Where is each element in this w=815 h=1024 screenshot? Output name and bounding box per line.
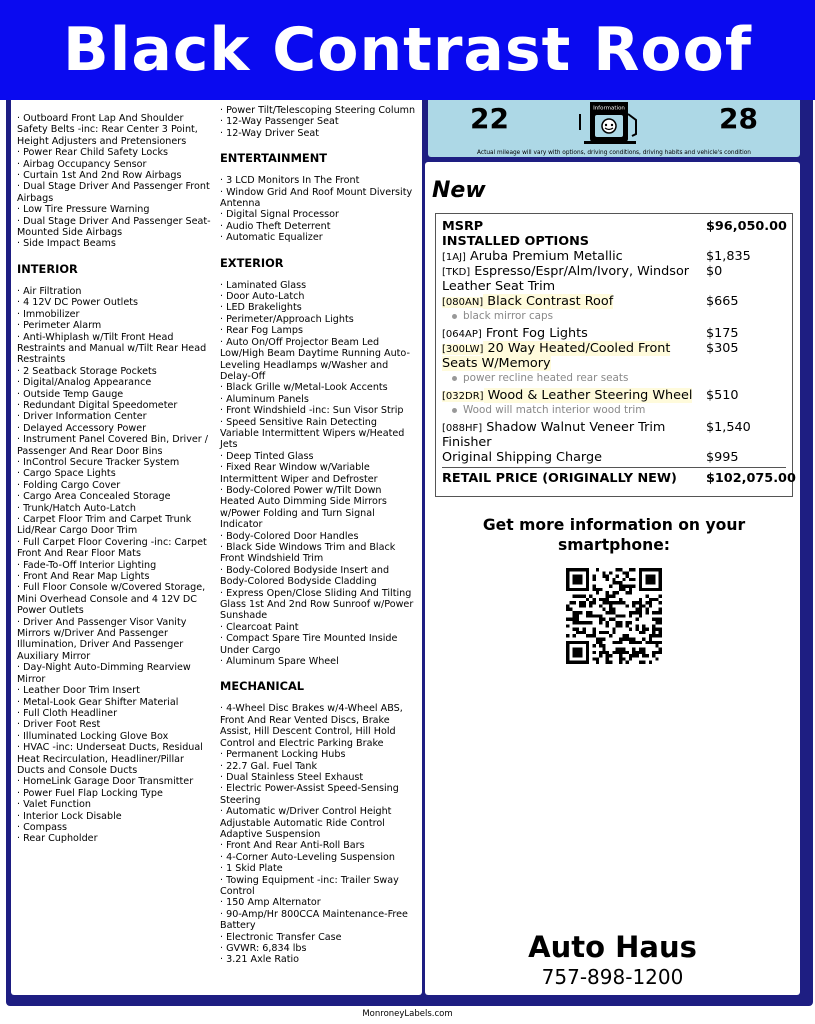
option-row xyxy=(442,326,786,341)
option-price: $665 xyxy=(706,294,739,309)
feature-item: · Deep Tinted Glass xyxy=(220,450,314,462)
features-panel xyxy=(11,95,422,995)
fuel-pump-icon xyxy=(576,100,642,144)
option-row xyxy=(442,294,786,309)
mechanical-heading: MECHANICAL xyxy=(220,679,305,694)
option-name: Wood & Leather Steering Wheel xyxy=(483,388,693,403)
feature-item: · Body-Colored Bodyside Insert and Body-Colored Bodyside Cladding xyxy=(220,564,390,588)
feature-item: · Window Grid And Roof Mount Diversity Antenna xyxy=(220,186,413,210)
feature-item: · Dual Stage Driver And Passenger Front Airbags xyxy=(17,181,210,204)
feature-item: · Folding Cargo Cover xyxy=(17,479,121,491)
feature-item: · Outboard Front Lap And Shoulder Safety Belts -inc: Rear Center 3 Point, Height Adjusters and Pretensioners xyxy=(17,113,198,147)
feature-item: · Driver Foot Rest xyxy=(17,719,101,731)
option-price: $510 xyxy=(706,388,739,403)
feature-item: · Dual Stage Driver And Passenger Seat-Mounted Side Airbags xyxy=(17,215,211,239)
entertainment-heading: ENTERTAINMENT xyxy=(220,151,328,166)
retail-price-value: $102,075.00 xyxy=(706,471,796,486)
feature-item: · Compact Spare Tire Mounted Inside Under Cargo xyxy=(220,633,398,656)
option-name: Black Contrast Roof xyxy=(483,294,614,309)
option-price: $175 xyxy=(706,326,739,341)
shipping-label: Original Shipping Charge xyxy=(442,450,602,465)
option-row xyxy=(442,420,786,450)
feature-item: · HVAC -inc: Underseat Ducts, Residual Heat Recirculation, Headliner/Pillar Ducts and Console Ducts xyxy=(17,742,203,776)
feature-item: · Curtain 1st And 2nd Row Airbags xyxy=(17,170,182,182)
feature-item: · Electronic Transfer Case xyxy=(220,931,342,943)
feature-item: · Electric Power-Assist Speed-Sensing Steering xyxy=(220,783,399,806)
feature-item: · Metal-Look Gear Shifter Material xyxy=(17,696,179,708)
mechanical-list xyxy=(220,703,418,965)
feature-item: · Laminated Glass xyxy=(220,279,307,291)
msrp-label: MSRP xyxy=(442,219,484,234)
option-row xyxy=(442,388,786,403)
exterior-list xyxy=(220,280,418,668)
feature-item: · Outside Temp Gauge xyxy=(17,388,124,400)
feature-item: · Airbag Occupancy Sensor xyxy=(17,158,147,170)
option-price: $1,835 xyxy=(706,249,751,264)
feature-item: · 4-Corner Auto-Leveling Suspension xyxy=(220,851,395,863)
option-name: 20 Way Heated/Cooled Front Seats W/Memory xyxy=(442,341,671,371)
footer-site: MonroneyLabels.com xyxy=(362,1009,453,1019)
feature-item: · Towing Equipment -inc: Trailer Sway Control xyxy=(220,874,399,897)
feature-item: · 2 Seatback Storage Pockets xyxy=(17,365,157,377)
option-price: $305 xyxy=(706,341,739,356)
exterior-heading: EXTERIOR xyxy=(220,255,284,270)
option-name: Front Fog Lights xyxy=(481,326,588,341)
feature-item: · Front And Rear Map Lights xyxy=(17,571,150,583)
feature-item: · Black Grille w/Metal-Look Accents xyxy=(220,382,388,394)
pump-label: Information xyxy=(593,105,625,112)
interior-list xyxy=(17,286,213,845)
option-row xyxy=(442,341,786,371)
feature-item: · Perimeter Alarm xyxy=(17,320,102,332)
option-code: [080AN] xyxy=(442,297,484,308)
feature-item: · Full Carpet Floor Covering -inc: Carpet Front And Rear Floor Mats xyxy=(17,536,207,560)
feature-item: · Air Filtration xyxy=(17,285,82,297)
feature-item: · 4 12V DC Power Outlets xyxy=(17,297,138,309)
feature-item: · Perimeter/Approach Lights xyxy=(220,313,354,325)
features-column-left xyxy=(17,95,213,845)
feature-item: · Cargo Area Concealed Storage xyxy=(17,491,171,503)
shipping-row xyxy=(442,450,786,465)
feature-item: · Carpet Floor Trim and Carpet Trunk Lid/Rear Cargo Door Trim xyxy=(17,514,192,537)
vehicle-condition: New xyxy=(432,178,486,203)
feature-item: · Full Floor Console w/Covered Storage, Mini Overhead Console and 4 12V DC Power Outlets xyxy=(17,582,206,617)
feature-item: · Dual Stainless Steel Exhaust xyxy=(220,771,364,783)
option-code: [TKD] xyxy=(442,267,471,278)
feature-item: · Interior Lock Disable xyxy=(17,810,122,822)
option-row xyxy=(442,264,786,294)
feature-item: · Fixed Rear Window w/Variable Intermittent Wiper and Defroster xyxy=(220,462,378,485)
mpg-highway-value: 28 xyxy=(719,102,758,135)
feature-item: · Body-Colored Door Handles xyxy=(220,530,359,542)
feature-item: · 150 Amp Alternator xyxy=(220,897,321,909)
feature-item: · 4-Wheel Disc Brakes w/4-Wheel ABS, Front And Rear Vented Discs, Brake Assist, Hill Descent Control, Hill Hold Control and Electric Parking Brake xyxy=(220,703,403,749)
option-note: Wood will match interior wood trim xyxy=(442,404,786,417)
feature-item: · Power Tilt/Telescoping Steering Column xyxy=(220,105,416,116)
pricing-panel xyxy=(425,162,800,995)
price-table xyxy=(435,213,796,497)
feature-item: · 1 Skid Plate xyxy=(220,863,283,875)
option-name: Shadow Walnut Veneer Trim Finisher xyxy=(442,420,666,450)
feature-item: · Front Windshield -inc: Sun Visor Strip xyxy=(220,405,404,417)
dealer-name: Auto Haus xyxy=(528,930,697,964)
option-code: [064AP] xyxy=(442,329,482,340)
feature-item: · Driver Information Center xyxy=(17,411,147,423)
qr-code-icon[interactable] xyxy=(566,568,662,664)
feature-item: · Body-Colored Power w/Tilt Down Heated Auto Dimming Side Mirrors w/Power Folding and Turn Signal Indicator xyxy=(220,484,387,531)
seating-list xyxy=(220,105,418,139)
feature-item: · Power Rear Child Safety Locks xyxy=(17,147,169,159)
feature-item: · Express Open/Close Sliding And Tilting Glass 1st And 2nd Row Sunroof w/Power Sunshade xyxy=(220,587,414,622)
option-row xyxy=(442,249,786,264)
option-name: Espresso/Espr/Alm/Ivory, Windsor Leather Seat Trim xyxy=(442,264,690,294)
feature-item: · Door Auto-Latch xyxy=(220,291,305,303)
feature-item: · Digital Signal Processor xyxy=(220,209,339,221)
feature-item: · Power Fuel Flap Locking Type xyxy=(17,787,163,799)
feature-item: · Immobilizer xyxy=(17,308,80,320)
banner-title: Black Contrast Roof xyxy=(0,0,815,100)
feature-item: · 12-Way Driver Seat xyxy=(220,127,320,139)
installed-options-heading: INSTALLED OPTIONS xyxy=(442,234,590,249)
fuel-economy-box xyxy=(428,95,800,157)
retail-price-row xyxy=(442,471,796,486)
feature-item: · Cargo Space Lights xyxy=(17,468,116,480)
feature-item: · Rear Fog Lamps xyxy=(220,325,303,337)
feature-item: · Auto On/Off Projector Beam Led Low/High Beam Daytime Running Auto-Leveling Headlamps w/Washer and Delay-Off xyxy=(220,336,410,382)
feature-item: · Speed Sensitive Rain Detecting Variable Intermittent Wipers w/Heated Jets xyxy=(220,416,405,451)
option-code: [032DR] xyxy=(442,391,484,402)
feature-item: · Side Impact Beams xyxy=(17,238,116,250)
feature-item: · Black Side Windows Trim and Black Front Windshield Trim xyxy=(220,542,396,565)
features-column-right xyxy=(220,105,418,966)
options-list xyxy=(442,249,786,450)
feature-item: · HomeLink Garage Door Transmitter xyxy=(17,776,194,788)
feature-item: · 3.21 Axle Ratio xyxy=(220,954,299,966)
msrp-row xyxy=(442,219,786,234)
feature-item: · Automatic Equalizer xyxy=(220,232,323,244)
feature-item: · Trunk/Hatch Auto-Latch xyxy=(17,502,136,514)
feature-item: · Clearcoat Paint xyxy=(220,621,299,633)
feature-item: · Permanent Locking Hubs xyxy=(220,749,346,761)
option-note: black mirror caps xyxy=(442,310,786,323)
feature-item: · 3 LCD Monitors In The Front xyxy=(220,175,360,187)
feature-item: · Digital/Analog Appearance xyxy=(17,377,152,389)
feature-item: · 12-Way Passenger Seat xyxy=(220,116,339,128)
dealer-phone: 757-898-1200 xyxy=(541,965,684,989)
feature-item: · Compass xyxy=(17,821,67,833)
feature-item: · Day-Night Auto-Dimming Rearview Mirror xyxy=(17,662,191,685)
safety-list xyxy=(17,113,213,250)
entertainment-list xyxy=(220,175,418,243)
msrp-value: $96,050.00 xyxy=(706,219,787,234)
option-price: $1,540 xyxy=(706,420,751,435)
mpg-disclaimer: Actual mileage will vary with options, driving conditions, driving habits and vehicle's condition xyxy=(477,150,751,156)
option-note: power recline heated rear seats xyxy=(442,372,786,385)
feature-item: · Redundant Digital Speedometer xyxy=(17,399,178,411)
option-price: $0 xyxy=(706,264,723,279)
feature-item: · Front And Rear Anti-Roll Bars xyxy=(220,840,365,852)
feature-item: · GVWR: 6,834 lbs xyxy=(220,943,307,954)
feature-item: · Low Tire Pressure Warning xyxy=(17,204,150,216)
feature-item: · Fade-To-Off Interior Lighting xyxy=(17,559,157,571)
feature-item: · Rear Cupholder xyxy=(17,833,98,845)
feature-item: · LED Brakelights xyxy=(220,302,302,314)
option-code: [088HF] xyxy=(442,423,483,434)
feature-item: · Instrument Panel Covered Bin, Driver / Passenger And Rear Door Bins xyxy=(17,434,209,457)
feature-item: · 22.7 Gal. Fuel Tank xyxy=(220,760,318,772)
mpg-city-value: 22 xyxy=(470,102,509,135)
feature-item: · 90-Amp/Hr 800CCA Maintenance-Free Battery xyxy=(220,908,408,932)
feature-item: · Valet Function xyxy=(17,799,91,811)
feature-item: · Anti-Whiplash w/Tilt Front Head Restraints and Manual w/Tilt Rear Head Restraints xyxy=(17,331,207,366)
feature-item: · Leather Door Trim Insert xyxy=(17,685,140,697)
feature-item: · InControl Secure Tracker System xyxy=(17,456,180,468)
interior-heading: INTERIOR xyxy=(17,261,78,276)
option-code: [1AJ] xyxy=(442,252,466,263)
feature-item: · Aluminum Panels xyxy=(220,393,309,405)
retail-price-label: RETAIL PRICE (ORIGINALLY NEW) xyxy=(442,471,677,486)
option-name: Aruba Premium Metallic xyxy=(465,249,623,264)
option-code: [300LW] xyxy=(442,344,484,355)
feature-item: · Aluminum Spare Wheel xyxy=(220,656,339,668)
feature-item: · Automatic w/Driver Control Height Adjustable Automatic Ride Control Adaptive Suspension xyxy=(220,806,392,840)
feature-item: · Full Cloth Headliner xyxy=(17,707,118,719)
smartphone-cta: Get more information on your smartphone: xyxy=(482,516,746,554)
feature-item: · Driver And Passenger Visor Vanity Mirrors w/Driver And Passenger Illumination, Driver And Passenger Auxiliary Mirror xyxy=(17,616,187,662)
feature-item: · Delayed Accessory Power xyxy=(17,422,147,434)
shipping-value: $995 xyxy=(706,450,739,465)
feature-item: · Audio Theft Deterrent xyxy=(220,220,331,232)
feature-item: · Illuminated Locking Glove Box xyxy=(17,730,169,742)
